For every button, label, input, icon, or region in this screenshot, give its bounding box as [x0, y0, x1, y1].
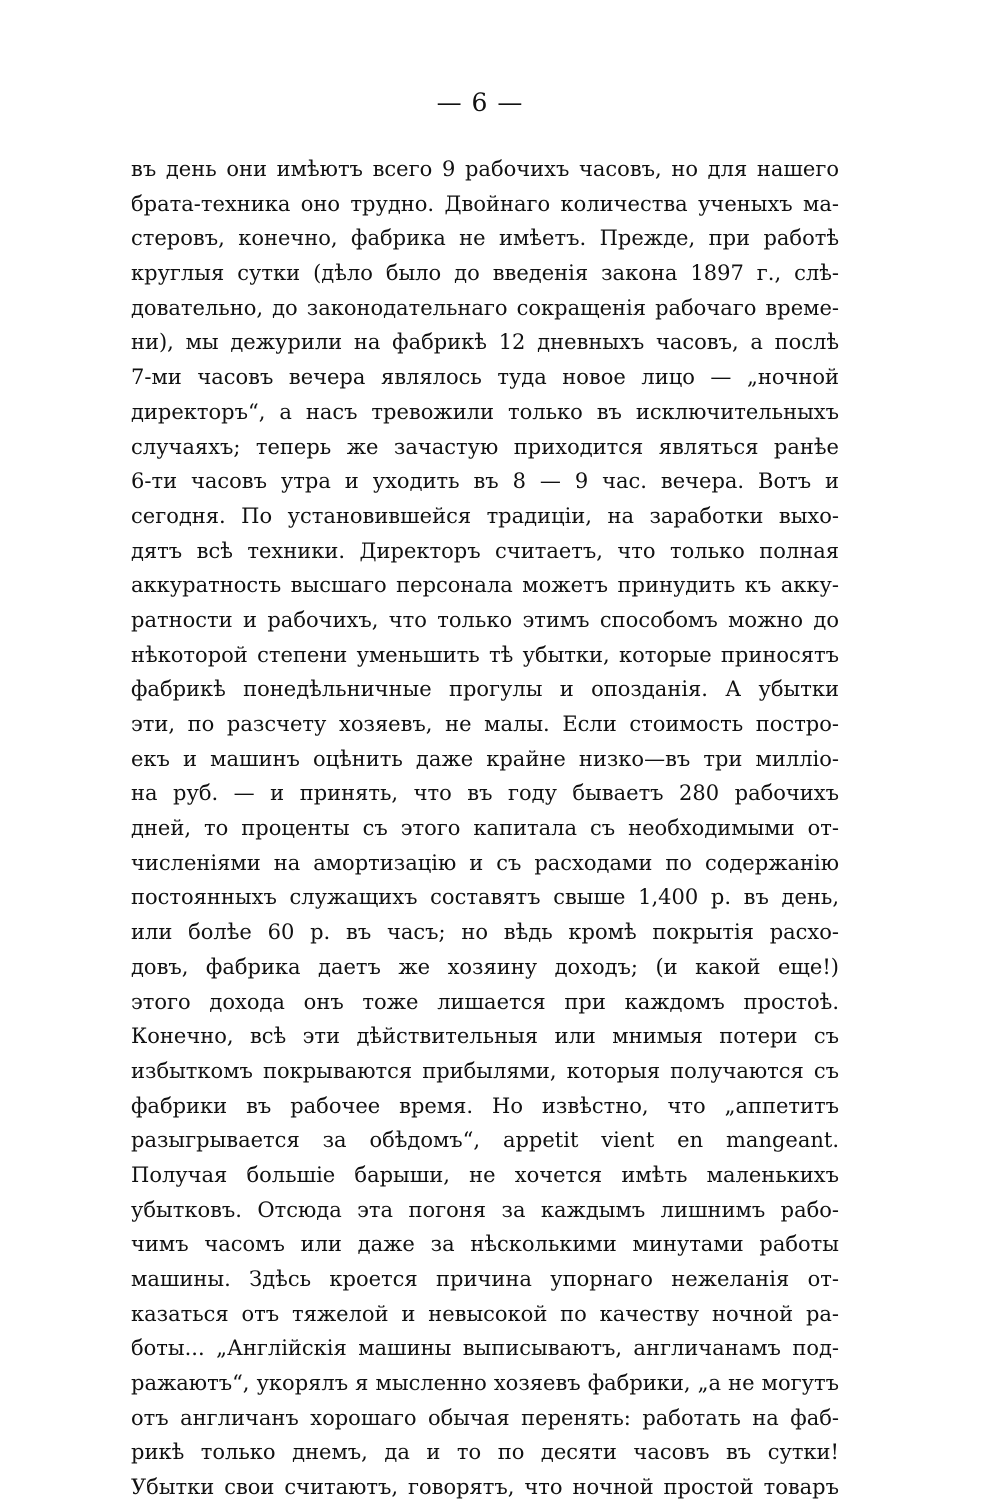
text-line: эти, по разсчету хозяевъ, не малы. Если стоимость постро-: [131, 712, 839, 736]
text-line: ни), мы дежурили на фабрикѣ 12 дневныхъ часовъ, а послѣ: [131, 330, 839, 355]
text-line: машины. Здѣсь кроется причина упорнаго нежеланія от-: [131, 1267, 839, 1291]
text-line: численіями на амортизацію и съ расходами по содержанію: [131, 850, 839, 875]
text-line: дней, то проценты съ этого капитала съ необходимыми от-: [131, 816, 839, 841]
text-line: нѣкоторой степени уменьшить тѣ убытки, которые приносятъ: [131, 642, 839, 667]
page-number: — 6 —: [436, 88, 524, 117]
text-line: директоръ“, а насъ тревожили только въ исключительныхъ: [131, 399, 839, 424]
text-line: отъ англичанъ хорошаго обычая перенять: работать на фаб-: [131, 1405, 839, 1430]
text-line: довъ, фабрика даетъ же хозяину доходъ; (и какой еще!): [131, 954, 839, 979]
text-line: 7-ми часовъ вечера являлось туда новое лицо — „ночной: [131, 365, 839, 390]
text-line: Убытки свои считаютъ, говорятъ, что ночной простой товаръ: [131, 1475, 839, 1500]
text-line: казаться отъ тяжелой и невысокой по качеству ночной ра-: [131, 1301, 839, 1326]
text-line: довательно, до законодательнаго сокращенія рабочаго време-: [131, 295, 839, 320]
text-line: случаяхъ; теперь же зачастую приходится являться ранѣе: [131, 434, 839, 459]
text-line: рикѣ только днемъ, да и то по десяти часовъ въ сутки!: [131, 1440, 839, 1465]
body-text: [131, 152, 839, 1505]
text-line: или болѣе 60 р. въ часъ; но вѣдь кромѣ покрытія расхо-: [131, 920, 839, 945]
text-line: этого дохода онъ тоже лишается при каждомъ простоѣ.: [131, 989, 839, 1014]
text-line: фабрикѣ понедѣльничные прогулы и опозданія. А убытки: [131, 677, 839, 702]
text-line: избыткомъ покрываются прибылями, которыя получаются съ: [131, 1058, 839, 1083]
text-line: екъ и машинъ оцѣнить даже крайне низко—въ три милліо-: [131, 746, 839, 771]
text-line: аккуратность высшаго персонала можетъ принудить къ акку-: [131, 573, 839, 598]
text-line: фабрики въ рабочее время. Но извѣстно, что „аппетитъ: [131, 1093, 839, 1118]
text-line: Получая большіе барыши, не хочется имѣть маленькихъ: [131, 1162, 839, 1187]
text-line: 6-ти часовъ утра и уходить въ 8 — 9 час. вечера. Вотъ и: [131, 469, 839, 494]
text-line: Конечно, всѣ эти дѣйствительныя или мнимыя потери съ: [131, 1024, 839, 1049]
text-line: разыгрывается за обѣдомъ“, appetit vient en mangeant.: [131, 1128, 839, 1153]
text-line: сегодня. По установившейся традиціи, на заработки выхо-: [131, 503, 839, 528]
text-line: боты... „Англійскія машины выписываютъ, англичанамъ под-: [131, 1336, 839, 1361]
text-line: ражаютъ“, укорялъ я мысленно хозяевъ фабрики, „а не могутъ: [131, 1371, 839, 1396]
text-line: убытковъ. Отсюда эта погоня за каждымъ лишнимъ рабо-: [131, 1197, 839, 1222]
text-line: стеровъ, конечно, фабрика не имѣетъ. Прежде, при работѣ: [131, 226, 839, 251]
text-line: на руб. — и принять, что въ году бываетъ 280 рабочихъ: [131, 781, 839, 806]
text-line: брата-техника оно трудно. Двойнаго количества ученыхъ ма-: [131, 191, 839, 216]
text-line: дятъ всѣ техники. Директоръ считаетъ, что только полная: [131, 538, 839, 563]
text-line: ратности и рабочихъ, что только этимъ способомъ можно до: [131, 607, 839, 632]
text-line: въ день они имѣютъ всего 9 рабочихъ часовъ, но для нашего: [131, 157, 839, 181]
text-line: чимъ часомъ или даже за нѣсколькими минутами работы: [131, 1232, 839, 1257]
text-line: постоянныхъ служащихъ составятъ свыше 1,400 р. въ день,: [131, 885, 839, 910]
text-line: круглыя сутки (дѣло было до введенія закона 1897 г., слѣ-: [131, 261, 839, 286]
